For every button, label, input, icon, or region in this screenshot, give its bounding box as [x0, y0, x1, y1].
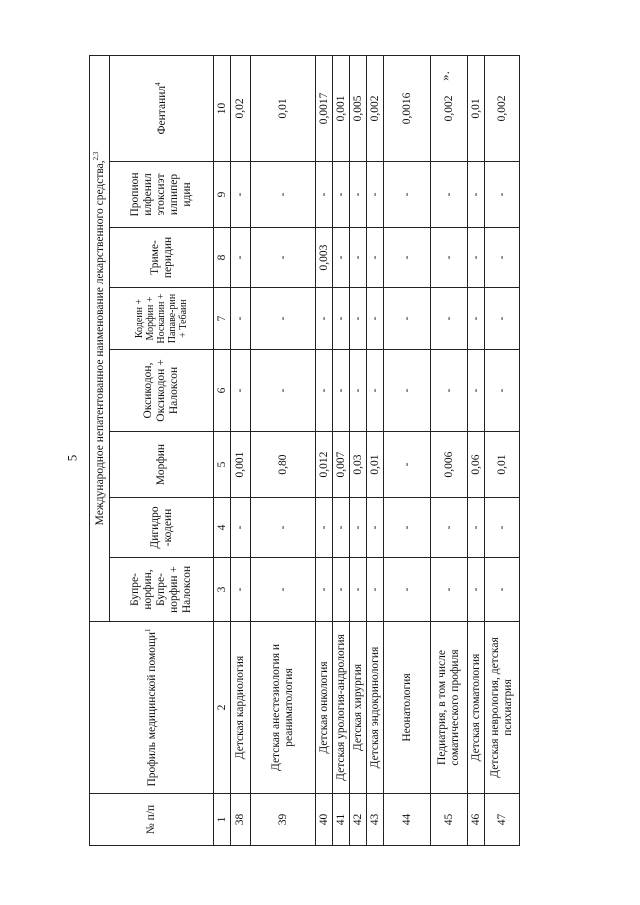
row-profile: Педиатрия, в том числе соматического профиля: [431, 622, 468, 794]
row-value: -: [384, 162, 431, 228]
row-value: 0,01: [485, 432, 520, 498]
row-value: -: [316, 162, 333, 228]
row-value: 0,012: [316, 432, 333, 498]
row-num: 44: [384, 794, 431, 846]
header-profile-text: Профиль медицинской помощи: [145, 631, 158, 787]
row-value: -: [333, 228, 350, 288]
row-value: -: [251, 162, 316, 228]
header-num: № п/п: [90, 794, 214, 846]
row-profile: Детская хирургия: [350, 622, 367, 794]
col-number-3: 3: [214, 558, 231, 622]
row-value: -: [231, 162, 251, 228]
row-value: -: [384, 228, 431, 288]
table-row: [316, 55, 333, 845]
header-profile: [90, 622, 214, 794]
table-rotation-frame: [89, 56, 514, 846]
row-value: -: [350, 288, 367, 350]
col-number-5: 5: [214, 432, 231, 498]
row-value: -: [431, 498, 468, 558]
col-number-10: 10: [214, 55, 231, 161]
row-value: -: [316, 558, 333, 622]
table-row: [485, 55, 520, 845]
table-row: [468, 55, 485, 845]
row-value: -: [367, 162, 384, 228]
row-value: -: [350, 228, 367, 288]
row-value: -: [231, 228, 251, 288]
row-value: -: [333, 558, 350, 622]
row-value: -: [485, 558, 520, 622]
row-profile: Детская стоматология: [468, 622, 485, 794]
row-value: 0,01: [468, 55, 485, 161]
row-value: -: [350, 162, 367, 228]
row-value: -: [468, 288, 485, 350]
row-value: -: [485, 498, 520, 558]
row-profile: Детская анестезиология и реаниматология: [251, 622, 316, 794]
row-value: 0,01: [367, 432, 384, 498]
row-value: -: [384, 350, 431, 432]
row-value: 0,01: [251, 55, 316, 161]
col-number-1: 1: [214, 794, 231, 846]
row-value: -: [468, 228, 485, 288]
row-value: -: [231, 498, 251, 558]
row-value: -: [485, 350, 520, 432]
header-drug-6: Триме-перидин: [110, 228, 214, 288]
row-num: 42: [350, 794, 367, 846]
row-value: -: [367, 228, 384, 288]
row-value: -: [468, 350, 485, 432]
row-value: -: [251, 558, 316, 622]
row-value: -: [431, 162, 468, 228]
row-profile: Детская неврология, детская психиатрия: [485, 622, 520, 794]
row-num: 38: [231, 794, 251, 846]
row-value: -: [350, 498, 367, 558]
header-drug-8-note: 4: [153, 82, 162, 86]
row-value: 0,007: [333, 432, 350, 498]
closing-quote-mark: ».: [436, 71, 452, 81]
row-value: 0,0016: [384, 55, 431, 161]
row-value: 0,002: [485, 55, 520, 161]
row-value: 0,02: [231, 55, 251, 161]
row-value: 0,002: [431, 55, 468, 161]
row-profile: Детская онкология: [316, 622, 333, 794]
row-value: -: [316, 350, 333, 432]
row-value: -: [231, 350, 251, 432]
row-num: 43: [367, 794, 384, 846]
row-value: 0,002: [367, 55, 384, 161]
row-value: 0,005: [350, 55, 367, 161]
row-value: -: [333, 288, 350, 350]
header-drug-group-text: Международное непатентованное наименование лекарственного средства,: [93, 160, 106, 526]
header-drug-group-note: 2,3: [91, 151, 100, 161]
table-container: [89, 56, 514, 846]
col-number-4: 4: [214, 498, 231, 558]
header-drug-2: Дигидро -кодеин: [110, 498, 214, 558]
row-value: -: [367, 288, 384, 350]
row-num: 47: [485, 794, 520, 846]
row-value: -: [251, 228, 316, 288]
row-value: -: [251, 350, 316, 432]
row-value: -: [251, 498, 316, 558]
table-row: [384, 55, 431, 845]
header-drug-8: [110, 55, 214, 161]
row-num: 46: [468, 794, 485, 846]
row-value: -: [231, 558, 251, 622]
row-value: 0,001: [333, 55, 350, 161]
col-number-2: 2: [214, 622, 231, 794]
row-value: -: [384, 432, 431, 498]
row-num: 40: [316, 794, 333, 846]
row-value: 0,0017: [316, 55, 333, 161]
row-value: -: [485, 162, 520, 228]
row-value: -: [251, 288, 316, 350]
row-value: -: [350, 350, 367, 432]
row-value: -: [485, 228, 520, 288]
row-value: -: [431, 288, 468, 350]
row-value: -: [367, 558, 384, 622]
header-drug-group: [90, 55, 110, 621]
table-row: [350, 55, 367, 845]
row-profile: Неонатология: [384, 622, 431, 794]
row-num: 39: [251, 794, 316, 846]
row-value: -: [367, 350, 384, 432]
row-value: -: [485, 288, 520, 350]
table-row: [251, 55, 316, 845]
row-value: -: [384, 288, 431, 350]
row-num: 41: [333, 794, 350, 846]
col-number-6: 6: [214, 350, 231, 432]
drug-quota-table: [89, 55, 520, 846]
row-value: -: [316, 498, 333, 558]
row-value: -: [384, 558, 431, 622]
header-profile-note: 1: [143, 628, 152, 632]
header-drug-1: Бупре-норфин, Бупре-норфин + Налоксон: [110, 558, 214, 622]
row-value: 0,006: [431, 432, 468, 498]
table-row: [367, 55, 384, 845]
row-value: -: [468, 558, 485, 622]
row-value: -: [333, 162, 350, 228]
header-drug-3: Морфин: [110, 432, 214, 498]
header-drug-4: Оксикодон, Оксикодон + Налоксон: [110, 350, 214, 432]
row-value: -: [431, 228, 468, 288]
header-drug-8-text: Фентанил: [155, 85, 168, 135]
table-row: [333, 55, 350, 845]
row-profile: Детская кардиология: [231, 622, 251, 794]
header-drug-5: Кодеин + Морфин + Носкапин + Папаве-рин + Тебаин: [110, 288, 214, 350]
row-num: 45: [431, 794, 468, 846]
row-value: 0,003: [316, 228, 333, 288]
row-value: -: [431, 558, 468, 622]
row-profile: Детская эндокринология: [367, 622, 384, 794]
row-value: -: [468, 162, 485, 228]
table-row: [431, 55, 468, 845]
table-row: [231, 55, 251, 845]
row-value: -: [350, 558, 367, 622]
row-value: 0,80: [251, 432, 316, 498]
col-number-9: 9: [214, 162, 231, 228]
col-number-7: 7: [214, 288, 231, 350]
row-value: -: [231, 288, 251, 350]
row-value: 0,06: [468, 432, 485, 498]
row-value: -: [367, 498, 384, 558]
header-drug-7: Пропион илфенил этоксиэт илпипер идин: [110, 162, 214, 228]
row-value: -: [333, 350, 350, 432]
row-value: -: [333, 498, 350, 558]
page-number: 5: [64, 454, 80, 462]
row-value: -: [468, 498, 485, 558]
row-value: 0,03: [350, 432, 367, 498]
col-number-8: 8: [214, 228, 231, 288]
row-value: -: [384, 498, 431, 558]
row-value: -: [431, 350, 468, 432]
row-value: -: [316, 288, 333, 350]
row-profile: Детская урология-андрология: [333, 622, 350, 794]
row-value: 0,001: [231, 432, 251, 498]
